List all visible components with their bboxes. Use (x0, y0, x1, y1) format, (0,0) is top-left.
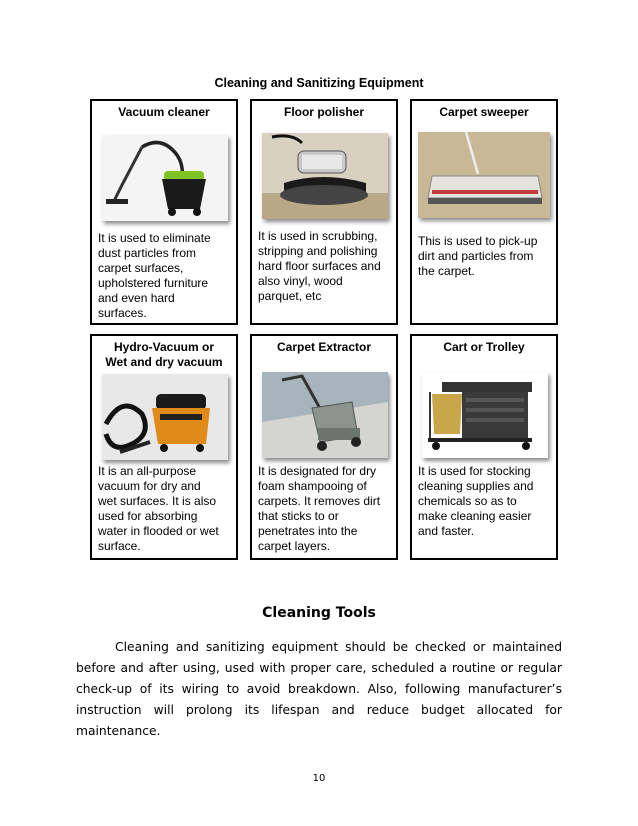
page-title: Cleaning and Sanitizing Equipment (214, 76, 424, 90)
card-vacuum-cleaner (90, 99, 238, 325)
card-title: Cart or Trolley (443, 340, 525, 354)
card-description: This is used to pick-up dirt and particles from the carpet. (418, 234, 538, 278)
card-description: It is an all-purpose vacuum for dry and wet surfaces. It is also used for absorbing water in flooded or wet surface. (98, 464, 219, 553)
card-title: Floor polisher (283, 105, 364, 119)
card-description: It is designated for dry foam shampooing of carpets. It removes dirt that sticks to or penetrates into the carpet layers. (258, 464, 381, 553)
floor-polisher-image (262, 133, 388, 219)
cart-trolley-image (422, 372, 548, 458)
vacuum-cleaner-image (102, 135, 228, 221)
carpet-extractor-image (262, 372, 388, 458)
card-carpet-extractor (250, 334, 398, 560)
card-description: It is used for stocking cleaning supplies and chemicals so as to make cleaning easier and faster. (418, 464, 534, 538)
card-cart-trolley (410, 334, 558, 560)
card-carpet-sweeper (410, 99, 558, 325)
section-title: Cleaning Tools (262, 605, 376, 621)
card-title: Carpet Extractor (276, 340, 372, 354)
card-hydro-vacuum (90, 334, 238, 560)
card-description: It is used in scrubbing, stripping and polishing hard floor surfaces and also vinyl, wood parquet, etc (258, 229, 381, 303)
page-number: 10 (312, 773, 326, 784)
body-paragraph: Cleaning and sanitizing equipment should be checked or maintained before and after using, used with proper care, scheduled a routine or regular check-up of its wiring to avoid breakdown. Also, following manufacturer’s instruction will prolong its lifespan and reduce budget allocated for maintenance. (76, 640, 562, 738)
card-title: Carpet sweeper (439, 105, 529, 119)
card-title: Hydro-Vacuum or Wet and dry vacuum (105, 340, 223, 369)
hydro-vacuum-image (102, 374, 228, 460)
carpet-sweeper-image (418, 132, 550, 218)
card-title: Vacuum cleaner (118, 105, 210, 119)
card-description: It is used to eliminate dust particles from carpet surfaces, upholstered furniture and even hard surfaces. (98, 231, 211, 320)
card-floor-polisher (250, 99, 398, 325)
